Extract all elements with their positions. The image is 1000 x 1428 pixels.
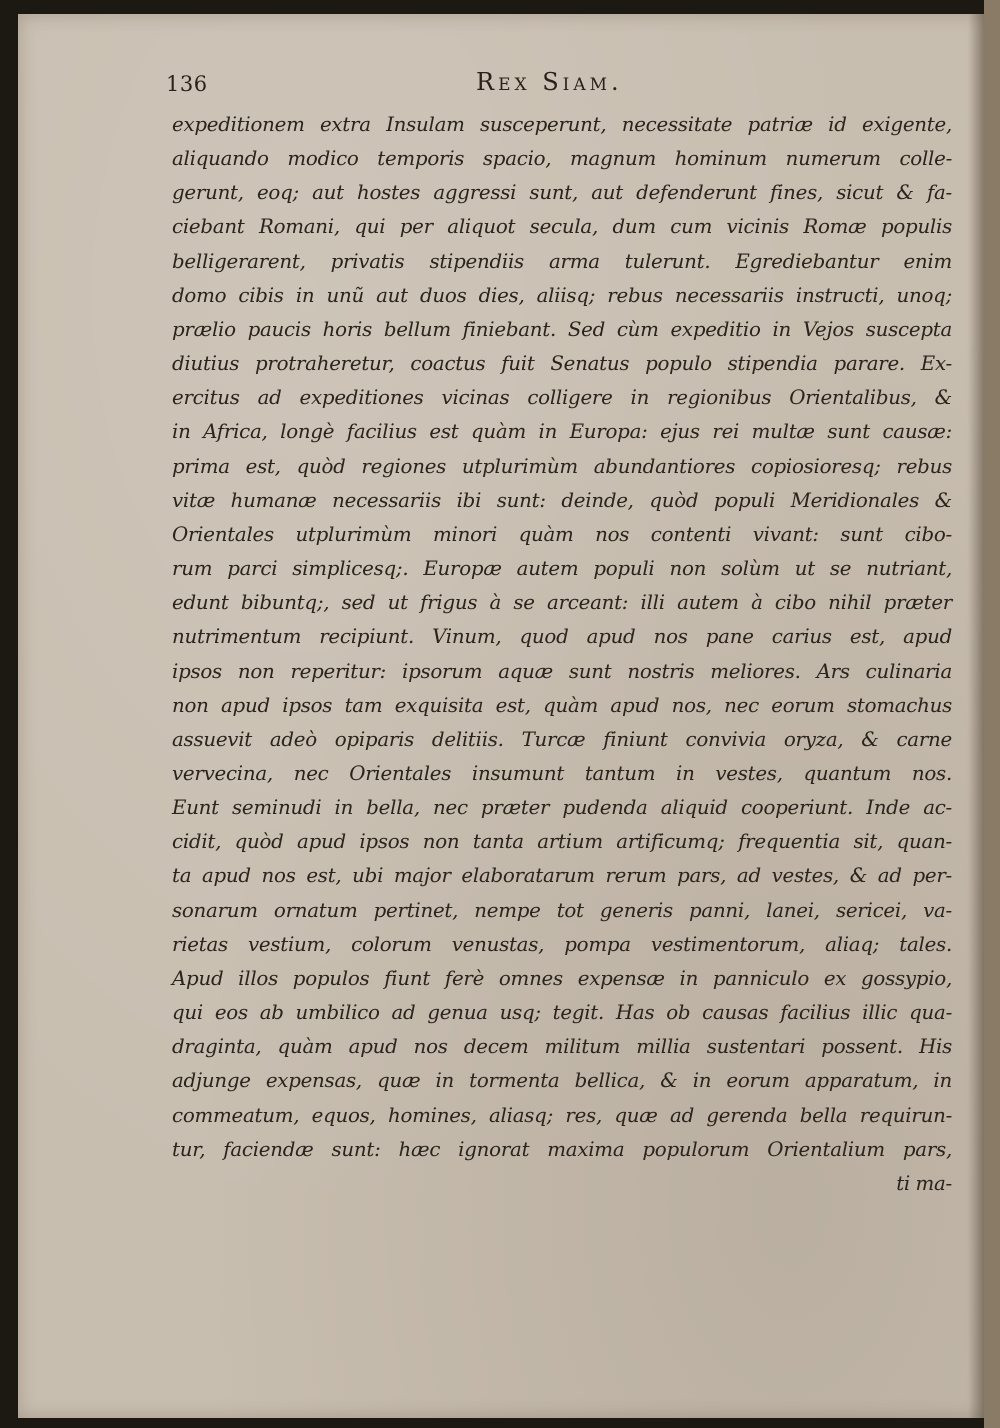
text-line: ta apud nos est, ubi major elaboratarum rerum pars, ad vestes, & ad per-	[172, 864, 952, 888]
running-head	[166, 62, 946, 102]
text-line: commeatum, equos, homines, aliasq; res, quæ ad gerenda bella requirun-	[172, 1103, 952, 1127]
text-line: draginta, quàm apud nos decem militum millia sustentari possent. His	[172, 1035, 952, 1059]
text-line: Eunt seminudi in bella, nec præter pudenda aliquid cooperiunt. Inde ac-	[172, 796, 952, 820]
text-line: non apud ipsos tam exquisita est, quàm apud nos, nec eorum stomachus	[172, 693, 952, 717]
text-line: rum parci simplicesq;. Europæ autem populi non solùm ut se nutriant,	[172, 557, 952, 581]
text-line: expeditionem extra Insulam susceperunt, necessitate patriæ id exigente,	[172, 113, 952, 136]
text-line: Apud illos populos fiunt ferè omnes expensæ in panniculo ex gossypio,	[172, 966, 952, 990]
body-text	[172, 108, 952, 1201]
text-line: edunt bibuntq;, sed ut frigus à se arceant: illi autem à cibo nihil præter	[172, 591, 952, 615]
text-line: vervecina, nec Orientales insumunt tantum in vestes, quantum nos.	[172, 761, 952, 785]
text-line: qui eos ab umbilico ad genua usq; tegit. Has ob causas facilius illic qua-	[172, 1001, 952, 1025]
text-line: ciebant Romani, qui per aliquot secula, dum cum vicinis Romæ populis	[172, 215, 952, 239]
text-line: tur, faciendæ sunt: hæc ignorat maxima populorum Orientalium pars,	[172, 1137, 952, 1161]
text-line: assuevit adeò opiparis delitiis. Turcæ finiunt convivia oryza, & carne	[172, 727, 952, 751]
text-line: belligerarent, privatis stipendiis arma tulerunt. Egrediebantur enim	[172, 249, 952, 273]
text-line: rietas vestium, colorum venustas, pompa vestimentorum, aliaq; tales.	[172, 932, 952, 956]
text-line: Orientales utplurimùm minori quàm nos contenti vivant: sunt cibo-	[172, 522, 952, 546]
running-title: Rex Siam.	[476, 68, 623, 96]
text-line: in Africa, longè facilius est quàm in Europa: ejus rei multæ sunt causæ:	[172, 420, 952, 444]
text-line: aliquando modico temporis spacio, magnum hominum numerum colle-	[172, 147, 952, 171]
text-line: diutius protraheretur, coactus fuit Senatus populo stipendia parare. Ex-	[172, 352, 952, 376]
catchword: ti ma-	[896, 1171, 952, 1195]
text-line: cidit, quòd apud ipsos non tanta artium artificumq; frequentia sit, quan-	[172, 830, 952, 854]
text-line: vitæ humanæ necessariis ibi sunt: deinde, quòd populi Meridionales &	[172, 488, 952, 512]
text-line: prima est, quòd regiones utplurimùm abundantiores copiosioresq; rebus	[172, 454, 952, 478]
text-line: gerunt, eoq; aut hostes aggressi sunt, aut defenderunt fines, sicut & fa-	[172, 181, 952, 205]
text-line: prælio paucis horis bellum finiebant. Sed cùm expeditio in Vejos suscepta	[172, 317, 952, 341]
page-number: 136	[166, 72, 208, 96]
text-line: nutrimentum recipiunt. Vinum, quod apud nos pane carius est, apud	[172, 625, 952, 649]
text-line: ercitus ad expeditiones vicinas colligere in regionibus Orientalibus, &	[172, 386, 952, 410]
text-line: sonarum ornatum pertinet, nempe tot generis panni, lanei, sericei, va-	[172, 898, 952, 922]
page-gutter-shadow	[968, 14, 984, 1418]
page-edge	[984, 0, 1000, 1428]
text-line: adjunge expensas, quæ in tormenta bellica, & in eorum apparatum, in	[172, 1069, 952, 1093]
text-line: domo cibis in unũ aut duos dies, aliisq; rebus necessariis instructi, unoq;	[172, 283, 952, 307]
text-line: ipsos non reperitur: ipsorum aquæ sunt nostris meliores. Ars culinaria	[172, 659, 952, 683]
